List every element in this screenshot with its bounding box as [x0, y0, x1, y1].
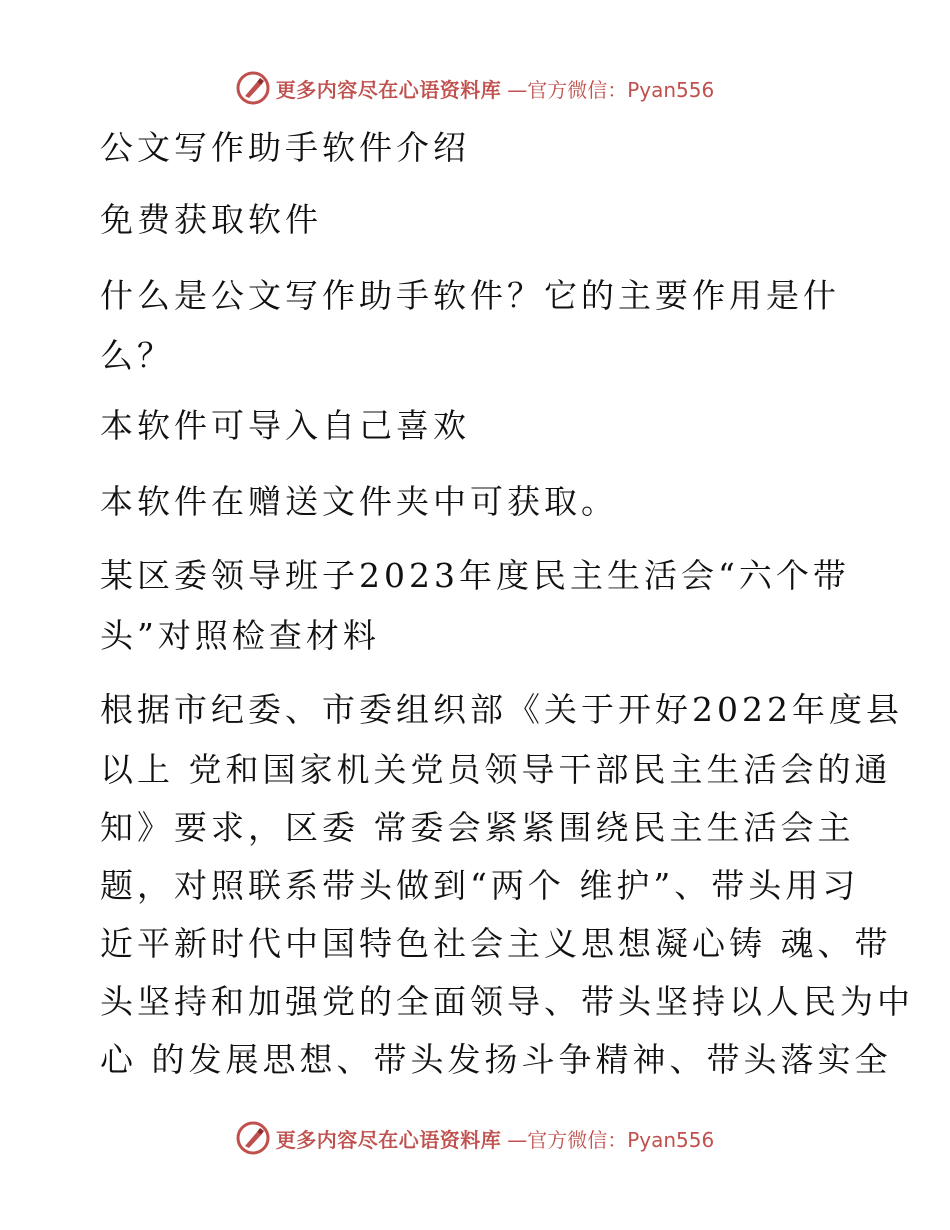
doc-line: 免费获取软件 — [100, 200, 322, 239]
doc-line: 公文写作助手软件介绍 — [100, 128, 470, 167]
doc-line: 知》要求，区委 常委会紧紧围绕民主生活会主 — [100, 808, 855, 847]
doc-line: 本软件在赠送文件夹中可获取。 — [100, 482, 618, 521]
doc-line: 本软件可导入自己喜欢 — [100, 406, 470, 445]
pen-seal-logo-icon — [236, 71, 270, 105]
footer-wechat-text: —官方微信：Pyan556 — [507, 1127, 715, 1152]
doc-line: 以上 党和国家机关党员领导干部民主生活会的通 — [100, 750, 892, 789]
footer-banner — [0, 1118, 950, 1158]
pen-seal-logo-icon — [236, 1121, 270, 1155]
doc-line: 根据市纪委、市委组织部《关于开好2022年度县 — [100, 690, 903, 729]
header-wechat-text: —官方微信：Pyan556 — [507, 77, 715, 102]
doc-line: 头坚持和加强党的全面领导、带头坚持以人民为中 — [100, 982, 914, 1021]
doc-line: 么？ — [100, 336, 174, 375]
header-banner — [0, 68, 950, 108]
doc-line: 心 的发展思想、带头发扬斗争精神、带头落实全 — [100, 1040, 892, 1079]
doc-line: 近平新时代中国特色社会主义思想凝心铸 魂、带 — [100, 924, 892, 963]
doc-line: 头”对照检查材料 — [100, 616, 380, 655]
header-brand-text: 更多内容尽在心语资料库 — [275, 77, 502, 102]
doc-line: 题，对照联系带头做到“两个 维护”、带头用习 — [100, 866, 860, 905]
footer-brand-text: 更多内容尽在心语资料库 — [275, 1127, 502, 1152]
doc-line: 某区委领导班子2023年度民主生活会“六个带 — [100, 556, 850, 595]
doc-line: 什么是公文写作助手软件？它的主要作用是什 — [100, 276, 840, 315]
